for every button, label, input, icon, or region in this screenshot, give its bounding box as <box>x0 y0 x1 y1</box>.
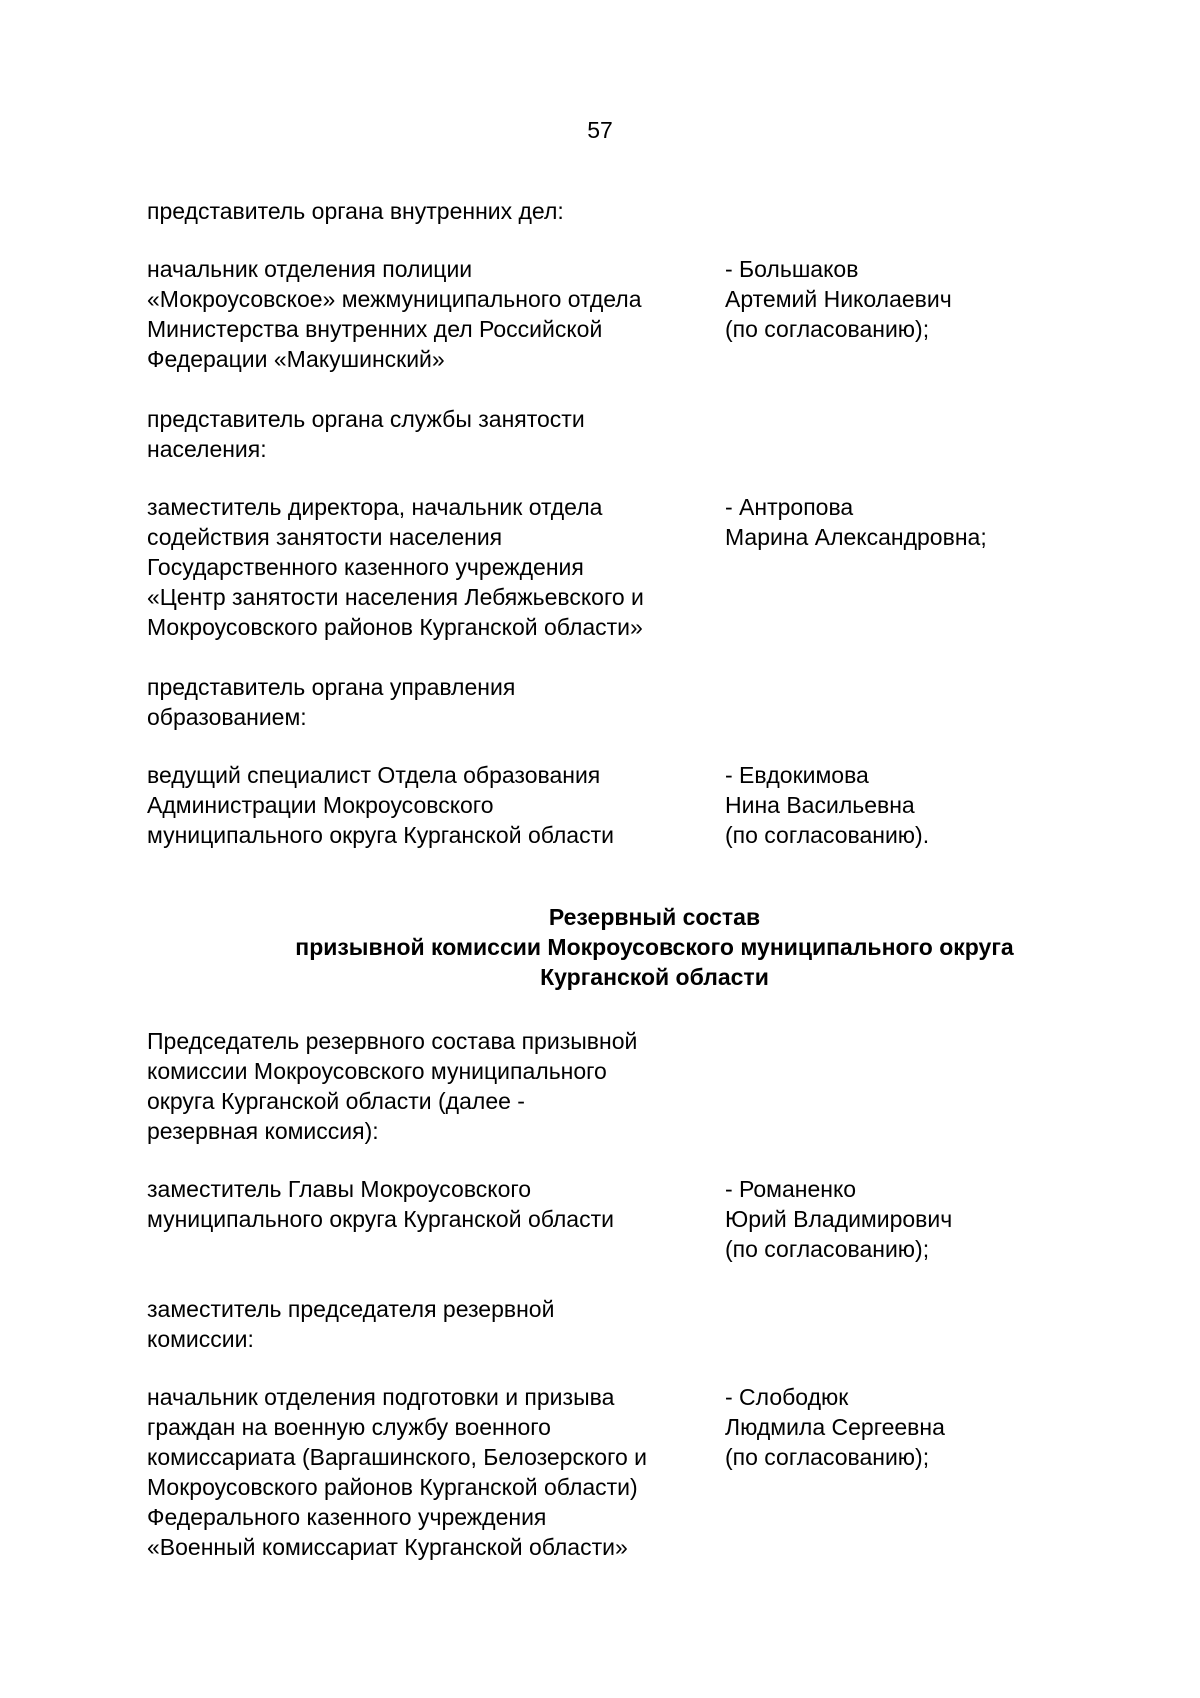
member-position: заместитель директора, начальник отдела содействия занятости населения Государственного казенного учреждения «Центр занятости населения Лебяжьевского и Мокроусовского районов Курганской области» <box>147 494 644 640</box>
role-heading-internal-affairs: представитель органа внутренних дел: <box>147 198 564 224</box>
member-name: - Слободюк Людмила Сергеевна (по согласованию); <box>725 1384 945 1470</box>
member-name: - Романенко Юрий Владимирович (по согласованию); <box>725 1176 953 1262</box>
member-position: начальник отделения подготовки и призыва граждан на военную службу военного комиссариата (Варгашинского, Белозерского и Мокроусовского районов Курганской области) Федерального казенного учреждения «Военный комиссариат Курганской области» <box>147 1384 648 1560</box>
member-name: - Большаков Артемий Николаевич (по согласованию); <box>725 256 952 342</box>
member-name: - Антропова Марина Александровна; <box>725 494 987 550</box>
member-entry <box>147 1174 1107 1264</box>
member-entry <box>147 254 1107 374</box>
role-heading-education: представитель органа управления образованием: <box>147 674 516 730</box>
member-entry <box>147 1382 1107 1562</box>
document-body <box>147 196 1107 1592</box>
member-position: заместитель Главы Мокроусовского муниципального округа Курганской области <box>147 1176 614 1232</box>
role-heading-employment: представитель органа службы занятости населения: <box>147 406 585 462</box>
reserve-section-title: Резервный состав призывной комиссии Мокроусовского муниципального округа Курганской области <box>295 904 1014 990</box>
page-number: 57 <box>587 117 613 143</box>
member-position: ведущий специалист Отдела образования Администрации Мокроусовского муниципального округа Курганской области <box>147 762 614 848</box>
member-entry <box>147 760 1107 850</box>
member-entry <box>147 492 1107 642</box>
member-name: - Евдокимова Нина Васильевна (по согласованию). <box>725 762 930 848</box>
role-heading-reserve-deputy: заместитель председателя резервной комиссии: <box>147 1296 555 1352</box>
role-heading-reserve-chair: Председатель резервного состава призывной комиссии Мокроусовского муниципального округа Курганской области (далее - резервная комиссия): <box>147 1028 638 1144</box>
member-position: начальник отделения полиции «Мокроусовское» межмуниципального отдела Министерства внутренних дел Российской Федерации «Макушинский» <box>147 256 642 372</box>
